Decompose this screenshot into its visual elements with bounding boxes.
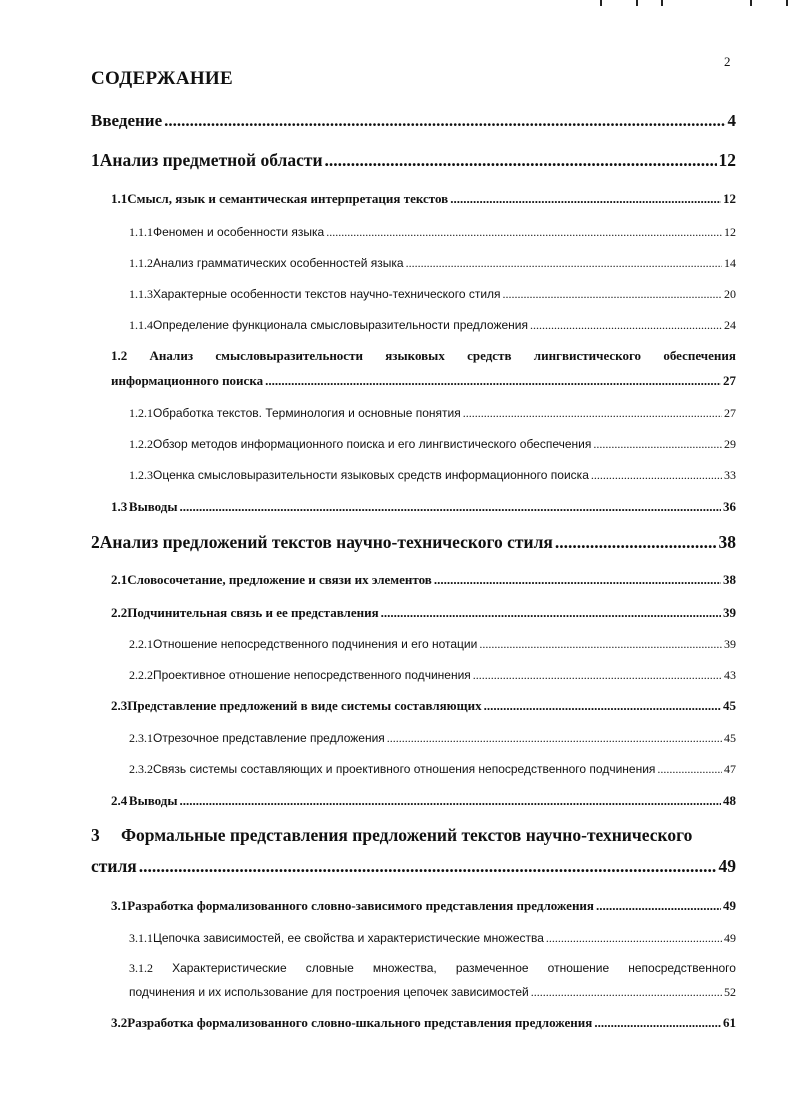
toc-number: 1.1.1 [129, 225, 153, 239]
toc-page: 45 [723, 698, 736, 713]
toc-entry-1-2-3[interactable] [129, 468, 736, 483]
toc-page: 12 [723, 191, 736, 206]
toc-label: информационного поиска [111, 373, 264, 388]
toc-word: смысловыразительности [215, 348, 363, 363]
toc-number: 1.1.4 [129, 318, 153, 332]
toc-number: 2.2 [111, 605, 128, 620]
toc-entry-3-1-2-line1[interactable] [129, 961, 736, 976]
toc-entry-2-4[interactable] [111, 793, 736, 809]
dot-leader [531, 985, 722, 1000]
scan-artifact [600, 0, 602, 6]
dot-leader [139, 856, 717, 877]
toc-entry-1-1[interactable] [111, 191, 736, 207]
scan-artifact [750, 0, 752, 6]
page-number: 2 [724, 54, 731, 69]
toc-label: стиля [91, 856, 137, 876]
dot-leader [555, 532, 717, 553]
toc-page: 4 [727, 111, 736, 130]
dot-leader [594, 1015, 721, 1031]
toc-number: 2.2.2 [129, 668, 153, 682]
toc-number: 2.3 [111, 698, 128, 713]
dot-leader [596, 898, 721, 914]
toc-number: 1.2.3 [129, 468, 153, 482]
toc-word: множества, [372, 961, 437, 975]
toc-page: 36 [723, 499, 736, 514]
toc-label: Обзор методов информационного поиска и его лингвистического обеспечения [153, 437, 592, 451]
dot-leader [479, 637, 722, 652]
toc-page: 61 [723, 1015, 736, 1030]
toc-page: 27 [724, 406, 736, 420]
dot-leader [180, 793, 721, 809]
toc-word: отношение [547, 961, 610, 975]
toc-entry-1-2-1[interactable] [129, 406, 736, 421]
dot-leader [530, 318, 722, 333]
toc-page: 29 [724, 437, 736, 451]
dot-leader [180, 499, 721, 515]
toc-word: Характеристические [172, 961, 287, 975]
toc-page: 39 [724, 637, 736, 651]
toc-page: 24 [724, 318, 736, 332]
dot-leader [387, 731, 722, 746]
toc-entry-2-3[interactable] [111, 698, 736, 714]
dot-leader [593, 437, 722, 452]
toc-number: 3.1.2 [129, 961, 153, 975]
page-title: СОДЕРЖАНИЕ [91, 68, 233, 89]
toc-word: лингвистического [533, 348, 642, 363]
toc-label: Представление предложений в виде системы составляющих [127, 698, 482, 713]
scan-artifact [661, 0, 663, 6]
toc-page: 49 [723, 898, 736, 913]
toc-label: Отношение непосредственного подчинения и его нотации [153, 637, 478, 651]
dot-leader [434, 572, 721, 588]
dot-leader [381, 605, 721, 621]
toc-page: 12 [718, 150, 736, 170]
toc-label: Смысл, язык и семантическая интерпретация текстов [127, 191, 449, 206]
toc-word: языковых [385, 348, 445, 363]
toc-entry-3-1-1[interactable] [129, 931, 736, 946]
dot-leader [265, 373, 721, 389]
toc-label: Анализ грамматических особенностей языка [153, 256, 404, 270]
toc-number: 3.1 [111, 898, 128, 913]
toc-entry-1-1-1[interactable] [129, 225, 736, 240]
toc-word: обеспечения [663, 348, 736, 363]
dot-leader [657, 762, 722, 777]
toc-page: 49 [724, 931, 736, 945]
toc-page: 27 [723, 373, 736, 388]
toc-entry-2-1[interactable] [111, 572, 736, 588]
toc-number: 3.2 [111, 1015, 128, 1030]
toc-label: Словосочетание, предложение и связи их элементов [127, 572, 432, 587]
toc-page: 52 [724, 985, 736, 999]
toc-label: Обработка текстов. Терминология и основные понятия [153, 406, 461, 420]
dot-leader [463, 406, 722, 421]
toc-number: 2.1 [111, 572, 128, 587]
toc-entry-2-2[interactable] [111, 605, 736, 621]
toc-entry-2-2-1[interactable] [129, 637, 736, 652]
toc-page: 14 [724, 256, 736, 270]
toc-label: Отрезочное представление предложения [153, 731, 385, 745]
toc-page: 43 [724, 668, 736, 682]
toc-label: Определение функционала смысловыразительности предложения [153, 318, 528, 332]
toc-number: 1.3 [111, 499, 128, 514]
toc-entry-3-1[interactable] [111, 898, 736, 914]
toc-entry-2[interactable] [91, 532, 736, 553]
toc-page: 47 [724, 762, 736, 776]
toc-label: Анализ предметной области [99, 150, 323, 170]
toc-page: 49 [718, 856, 736, 876]
scan-artifact [786, 0, 788, 6]
toc-number: 1.1.3 [129, 287, 153, 301]
toc-entry-1-1-2[interactable] [129, 256, 736, 271]
toc-label: Разработка формализованного словно-зависимого представления предложения [127, 898, 594, 913]
toc-entry-2-3-1[interactable] [129, 731, 736, 746]
dot-leader [326, 225, 722, 240]
toc-number: 2.3.1 [129, 731, 153, 745]
toc-word: словные [305, 961, 354, 975]
dot-leader [591, 468, 722, 483]
toc-label: Подчинительная связь и ее представления [127, 605, 379, 620]
toc-word: средств [467, 348, 512, 363]
toc-number: 2.4 [111, 793, 128, 808]
toc-word: Анализ [149, 348, 194, 363]
toc-word: размеченное [455, 961, 529, 975]
toc-entry-3-line2[interactable] [91, 856, 736, 877]
toc-label: Связь системы составляющих и проективного отношения непосредственного подчинения [153, 762, 656, 776]
dot-leader [164, 111, 725, 131]
scan-artifact [636, 0, 638, 6]
toc-label: Выводы [128, 793, 178, 808]
toc-label: Формальные представления предложений текстов научно-технического [121, 825, 693, 845]
toc-entry-intro[interactable] [91, 111, 736, 131]
toc-label: Введение [91, 111, 163, 130]
toc-page: 38 [723, 572, 736, 587]
toc-label: Проективное отношение непосредственного подчинения [153, 668, 471, 682]
toc-page: 12 [724, 225, 736, 239]
toc-label: подчинения и их использование для построения цепочек зависимостей [129, 985, 529, 999]
toc-label: Оценка смысловыразительности языковых средств информационного поиска [153, 468, 589, 482]
toc-entry-1-1-3[interactable] [129, 287, 736, 302]
toc-number: 1.1 [111, 191, 128, 206]
toc-number: 1.2 [111, 348, 128, 363]
toc-entry-1-2-2[interactable] [129, 437, 736, 452]
dot-leader [503, 287, 722, 302]
toc-entry-1[interactable] [91, 150, 736, 171]
toc-page: 48 [723, 793, 736, 808]
toc-entry-1-2-line1[interactable] [111, 348, 736, 364]
toc-entry-3-1-2-line2[interactable] [129, 985, 736, 1000]
dot-leader [484, 698, 721, 714]
toc-number: 3 [91, 825, 100, 845]
toc-number: 1.2.1 [129, 406, 153, 420]
toc-entry-1-3[interactable] [111, 499, 736, 515]
toc-label: Разработка формализованного словно-шкального представления предложения [127, 1015, 593, 1030]
toc-entry-1-1-4[interactable] [129, 318, 736, 333]
dot-leader [406, 256, 722, 271]
toc-page: 45 [724, 731, 736, 745]
toc-entry-1-2-line2[interactable] [111, 373, 736, 389]
toc-label: Феномен и особенности языка [153, 225, 325, 239]
toc-page: 39 [723, 605, 736, 620]
toc-page: 33 [724, 468, 736, 482]
dot-leader [546, 931, 722, 946]
toc-label: Анализ предложений текстов научно-технического стиля [99, 532, 553, 552]
toc-entry-3-line1[interactable] [91, 825, 736, 846]
toc-number: 1 [91, 150, 100, 170]
toc-label: Выводы [128, 499, 178, 514]
toc-label: Характерные особенности текстов научно-технического стиля [153, 287, 501, 301]
dot-leader [450, 191, 721, 207]
toc-word: непосредственного [628, 961, 736, 975]
toc-number: 3.1.1 [129, 931, 153, 945]
toc-number: 2.3.2 [129, 762, 153, 776]
dot-leader [473, 668, 722, 683]
toc-number: 1.1.2 [129, 256, 153, 270]
toc-entry-2-3-2[interactable] [129, 762, 736, 777]
toc-entry-2-2-2[interactable] [129, 668, 736, 683]
toc-page: 20 [724, 287, 736, 301]
toc-number: 2.2.1 [129, 637, 153, 651]
toc-entry-3-2[interactable] [111, 1015, 736, 1031]
toc-number: 1.2.2 [129, 437, 153, 451]
toc-label: Цепочка зависимостей, ее свойства и характеристические множества [153, 931, 544, 945]
dot-leader [325, 150, 717, 171]
toc-number: 2 [91, 532, 100, 552]
toc-page: 38 [718, 532, 736, 552]
